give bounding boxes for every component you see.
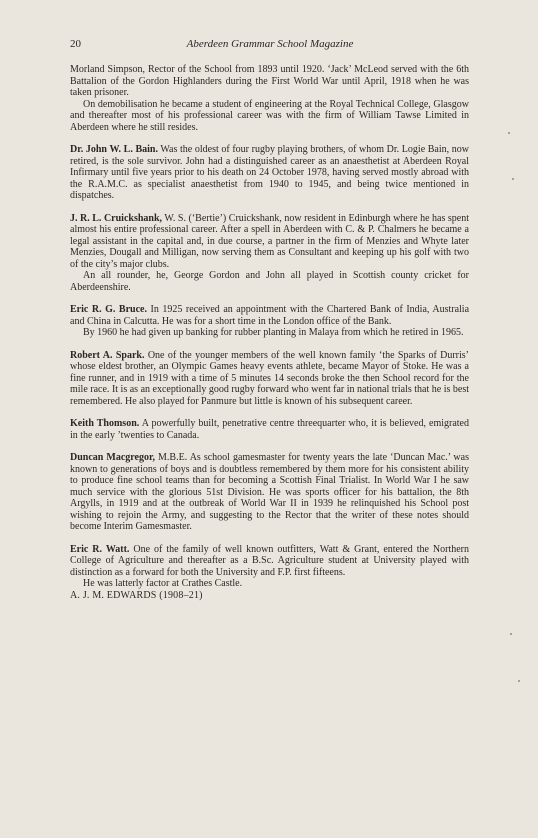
paragraph: A powerfully built, penetrative centre threequarter who, it is believed, emigrated in the early ’twenties to Canada. — [70, 418, 469, 441]
person-name: Eric R. G. Bruce. — [70, 304, 147, 315]
article-body — [70, 64, 469, 601]
entry-cruickshank — [70, 213, 469, 294]
entry-bain — [70, 144, 469, 202]
paragraph: M.B.E. As school gamesmaster for twenty years the late ‘Duncan Mac.’ was known to generations of boys and is doubtless remembered by them more for his consistent ability to produce fine school teams than for becoming a Scottish Final Trialist. In World War I he saw much service with the glorious 51st Division. He was sports officer for his battalion, the 8th Argylls, in 1919 and at the outbreak of World War II in 1939 he relinquished his School post wishing to rejoin the Army, and suggesting to the Rector that the writer of these notes should become Interim Gamesmaster. — [70, 452, 469, 532]
entry-watt — [70, 544, 469, 590]
entry-macgregor — [70, 452, 469, 533]
paragraph: One of the family of well known outfitters, Watt & Grant, entered the Northern College of Agriculture and thereafter as a B.Sc. Agriculture student at University played with distinction as a forward for both the University and F.P. first fifteens. — [70, 543, 470, 578]
person-name: Keith Thomson. — [70, 418, 140, 429]
paragraph: In 1925 received an appointment with the Chartered Bank of India, Australia and China in Calcutta. He was for a short time in the London office of the Bank. — [70, 304, 470, 327]
paragraph: He was latterly factor at Crathes Castle. — [83, 578, 243, 589]
person-name: J. R. L. Cruickshank, — [70, 212, 163, 224]
person-name: Duncan Macgregor, — [70, 452, 155, 463]
page-header — [70, 37, 470, 51]
paragraph: Morland Simpson, Rector of the School from 1893 until 1920. ‘Jack’ McLeod served with the 6th Battalion of the Gordon Highlanders during the First World War until April, 1918 when he was taken prisoner. — [70, 64, 469, 98]
magazine-title: Aberdeen Grammar School Magazine — [186, 38, 354, 50]
author-signature: A. J. M. EDWARDS (1908–21) — [70, 589, 203, 601]
page-number: 20 — [70, 38, 81, 50]
person-name: Robert A. Spark. — [70, 349, 145, 361]
entry-spark — [70, 350, 469, 408]
entry-bruce — [70, 304, 469, 339]
paragraph: By 1960 he had given up banking for rubber planting in Malaya from which he retired in 1965. — [83, 327, 464, 338]
entry-thomson — [70, 418, 469, 441]
person-name: Eric R. Watt. — [70, 543, 130, 555]
person-name: Dr. John W. L. Bain. — [70, 144, 158, 155]
entry-mcleod — [70, 64, 469, 133]
paragraph: W. S. (‘Bertie’) Cruickshank, now resident in Edinburgh where he has spent almost his entire professional career. After a spell in Aberdeen with C. & P. Chalmers he became a legal assistant in the capital and, in due course, a partner in the firm of Menzies and Whyte later Menzies, Dougall and Milligan, now serving them as Consultant and keeping up his golf with two of the city’s major clubs. — [70, 212, 469, 270]
paragraph: Was the oldest of four rugby playing brothers, of whom Dr. Logie Bain, now retired, is the sole survivor. John had a distinguished career as an anaesthetist at Aberdeen Royal Infirmary until five years prior to his death on 24 October 1978, having served mostly abroad with the R.A.M.C. as specialist anaesthetist from 1940 to 1945, and being twice mentioned in dispatches. — [70, 144, 469, 201]
paragraph: On demobilisation he became a student of engineering at the Royal Technical College, Glasgow and thereafter most of his professional career was with the firm of William Tawse Limited in Aberdeen where he still resides. — [70, 98, 469, 133]
paragraph: An all rounder, he, George Gordon and John all played in Scottish county cricket for Aberdeenshire. — [70, 270, 469, 293]
paragraph: One of the younger members of the well known family ‘the Sparks of Durris’ whose eldest brother, an Olympic Games heavy events athlete, became Mayor of Stoke. He was a fine runner, and in 1919 with a time of 5 minutes 14 seconds broke the then School record for the mile race. It is as an exceptionally good rugby forward who went far in national trials that he is best remembered. He also played for Panmure but little is known of his subsequent career. — [70, 349, 469, 407]
